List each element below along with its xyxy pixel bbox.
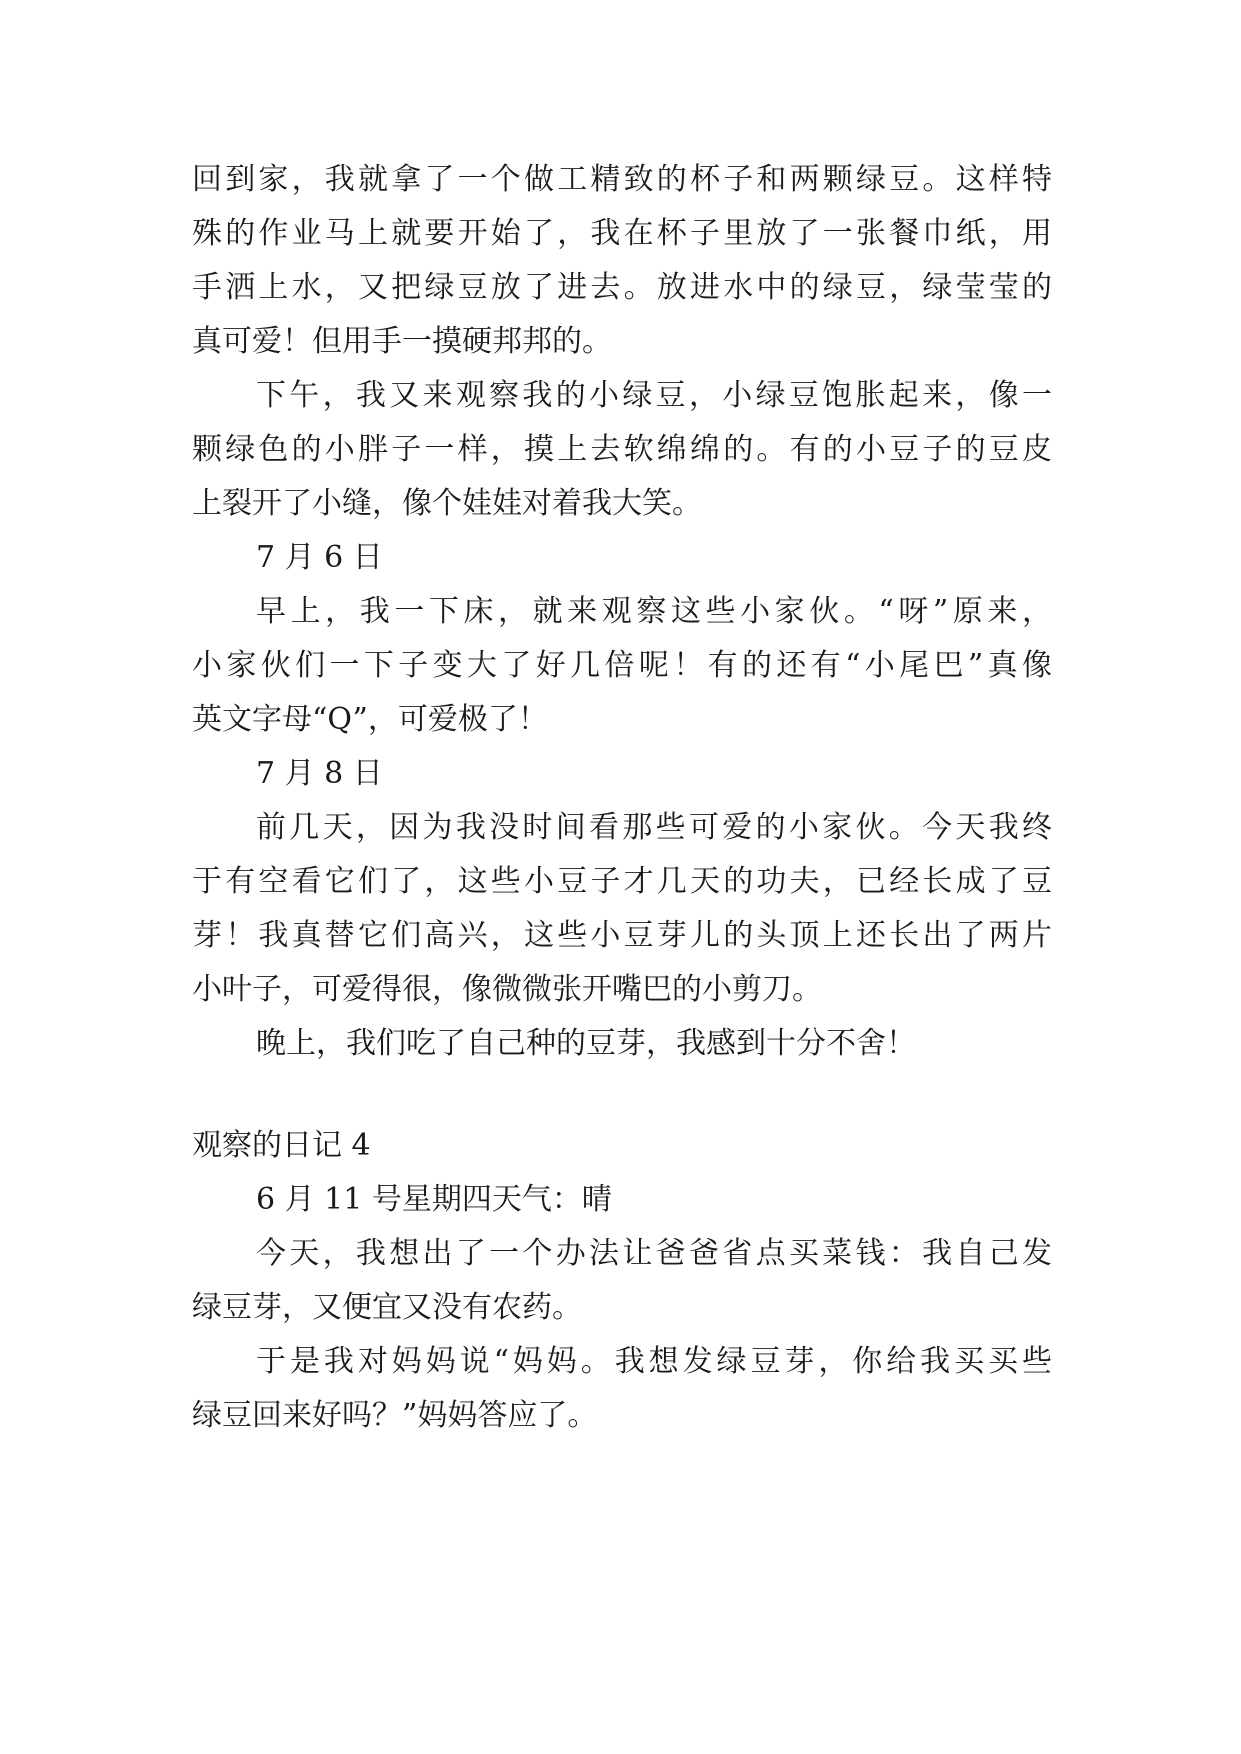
text-line: 早上，我一下床，就来观察这些小家伙。“呀”原来， (256, 594, 1052, 629)
text-line: 小叶子，可爱得很，像微微张开嘴巴的小剪刀。 (192, 972, 822, 1007)
text-line: 回到家，我就拿了一个做工精致的杯子和两颗绿豆。这样特 (192, 162, 1052, 197)
text-line: 上裂开了小缝，像个娃娃对着我大笑。 (192, 486, 702, 521)
date-heading: 6 月 11 号星期四天气：晴 (256, 1182, 612, 1217)
text-line: 于有空看它们了，这些小豆子才几天的功夫，已经长成了豆 (192, 864, 1052, 899)
text-line: 今天，我想出了一个办法让爸爸省点买菜钱：我自己发 (256, 1236, 1052, 1271)
date-heading: 7 月 6 日 (256, 540, 383, 575)
text-line: 芽！我真替它们高兴，这些小豆芽儿的头顶上还长出了两片 (192, 918, 1052, 953)
text-line: 颗绿色的小胖子一样，摸上去软绵绵的。有的小豆子的豆皮 (192, 432, 1052, 467)
section-title: 观察的日记 4 (192, 1128, 371, 1163)
date-heading: 7 月 8 日 (256, 756, 383, 791)
text-line: 于是我对妈妈说“妈妈。我想发绿豆芽，你给我买买些 (256, 1344, 1052, 1379)
text-line: 英文字母“Q”，可爱极了！ (192, 702, 548, 737)
text-line: 下午，我又来观察我的小绿豆，小绿豆饱胀起来，像一 (256, 378, 1052, 413)
text-line: 晚上，我们吃了自己种的豆芽，我感到十分不舍！ (256, 1026, 916, 1061)
text-line: 小家伙们一下子变大了好几倍呢！有的还有“小尾巴”真像 (192, 648, 1052, 683)
text-line: 绿豆回来好吗？”妈妈答应了。 (192, 1398, 598, 1433)
text-line: 真可爱！但用手一摸硬邦邦的。 (192, 324, 612, 359)
text-line: 绿豆芽，又便宜又没有农药。 (192, 1290, 582, 1325)
text-line: 殊的作业马上就要开始了，我在杯子里放了一张餐巾纸，用 (192, 216, 1052, 251)
text-line: 前几天，因为我没时间看那些可爱的小家伙。今天我终 (256, 810, 1052, 845)
text-line: 手洒上水，又把绿豆放了进去。放进水中的绿豆，绿莹莹的 (192, 270, 1052, 305)
